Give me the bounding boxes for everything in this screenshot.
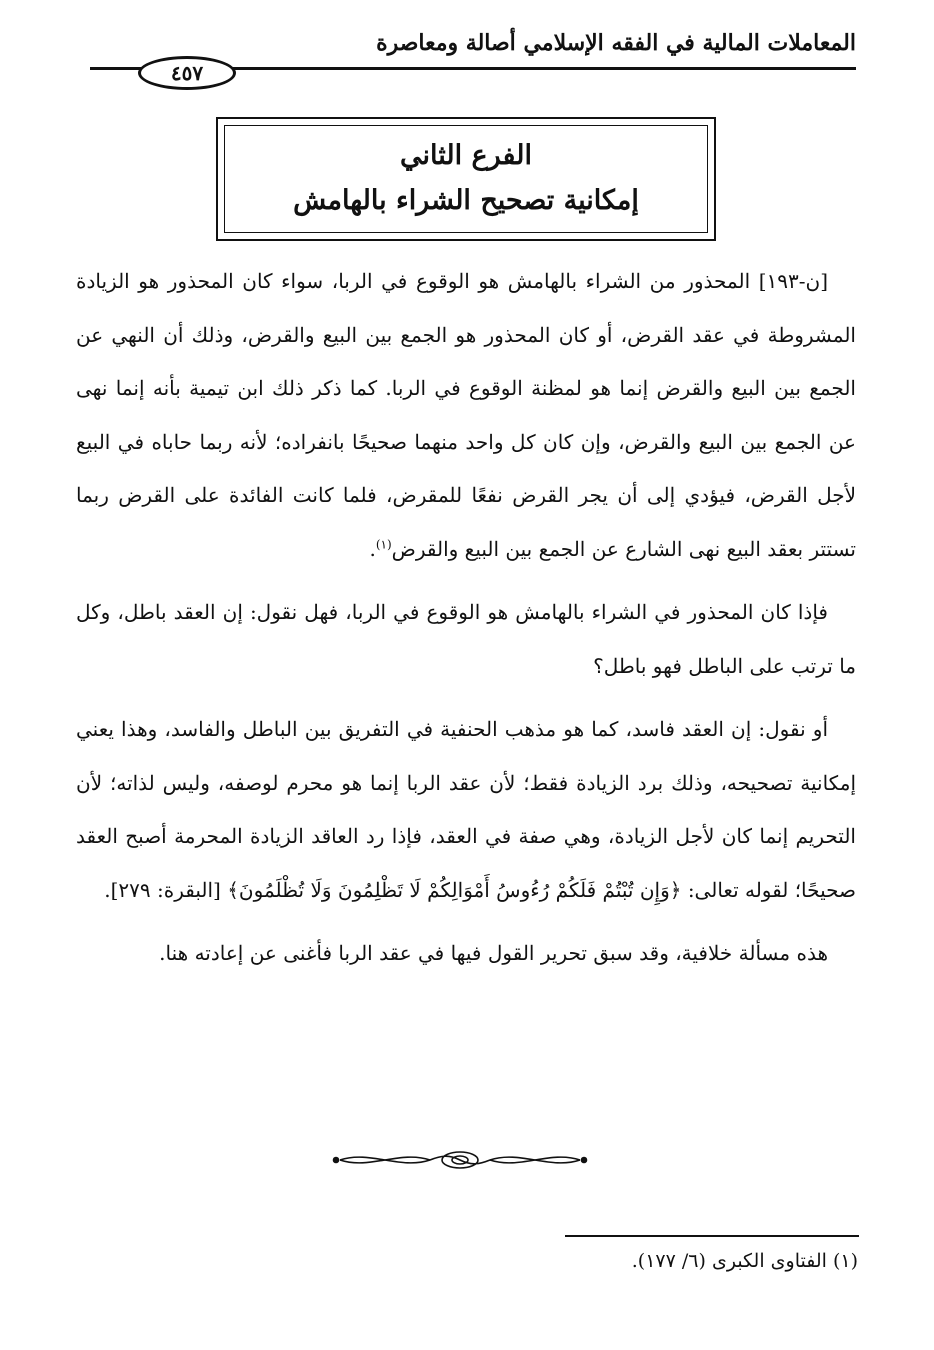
page-number: ٤٥٧ bbox=[138, 56, 236, 90]
paragraph-1 bbox=[76, 255, 856, 576]
paragraph-4: هذه مسألة خلافية، وقد سبق تحرير القول فيها في عقد الربا فأغنى عن إعادته هنا. bbox=[159, 941, 828, 965]
section-subtitle: إمكانية تصحيح الشراء بالهامش bbox=[293, 185, 639, 216]
section-title: الفرع الثاني bbox=[400, 140, 532, 171]
section-heading-inner-frame bbox=[224, 125, 708, 233]
section-heading-box bbox=[216, 117, 716, 241]
footnote-rule bbox=[565, 1235, 859, 1237]
running-title: المعاملات المالية في الفقه الإسلامي أصالة ومعاصرة bbox=[376, 30, 856, 56]
ornament-divider bbox=[330, 1148, 590, 1172]
paragraph-1-end: . bbox=[369, 536, 376, 561]
paragraph-2: فإذا كان المحذور في الشراء بالهامش هو الوقوع في الربا، فهل نقول: إن العقد باطل، وكل ما ترتب على الباطل فهو باطل؟ bbox=[76, 600, 856, 678]
paragraph-3: أو نقول: إن العقد فاسد، كما هو مذهب الحنفية في التفريق بين الباطل والفاسد، وهذا يعني إمكانية تصحيحه، وذلك برد الزيادة فقط؛ لأن عقد الربا إنما هو محرم لوصفه، وليس لذاته؛ لأن التحريم إنما كان لأجل الزيادة، وهي صفة في العقد، فإذا رد العاقد الزيادة المحرمة أصبح العقد صحيحًا؛ لقوله تعالى: ﴿وَإِن تُبْتُمْ فَلَكُمْ رُءُوسُ أَمْوَالِكُمْ لَا تَظْلِمُونَ وَلَا تُظْلَمُونَ﴾ [البقرة: ٢٧٩]. bbox=[76, 717, 856, 902]
paragraph-1-text: [ن-١٩٣] المحذور من الشراء بالهامش هو الوقوع في الربا، سواء كان المحذور هو الزيادة المشروطة في عقد القرض، أو كان المحذور هو الجمع بين البيع والقرض، وذلك أن النهي عن الجمع بين البيع والقرض إنما هو لمظنة الوقوع في الربا. كما ذكر ذلك ابن تيمية بأنه إنما نهى عن الجمع بين البيع والقرض، وإن كان كل واحد منهما صحيحًا بانفراده؛ لأنه ربما حاباه في البيع لأجل القرض، فيؤدي إلى أن يجر القرض نفعًا للمقرض، فلما كانت الفائدة على القرض ربما تستتر بعقد البيع نهى الشارع عن الجمع بين البيع والقرض bbox=[76, 269, 856, 561]
body-text bbox=[76, 255, 856, 991]
footnote-ref-1: (١) bbox=[375, 536, 392, 551]
footnote-1: (١) الفتاوى الكبرى (٦/ ١٧٧). bbox=[631, 1250, 858, 1272]
